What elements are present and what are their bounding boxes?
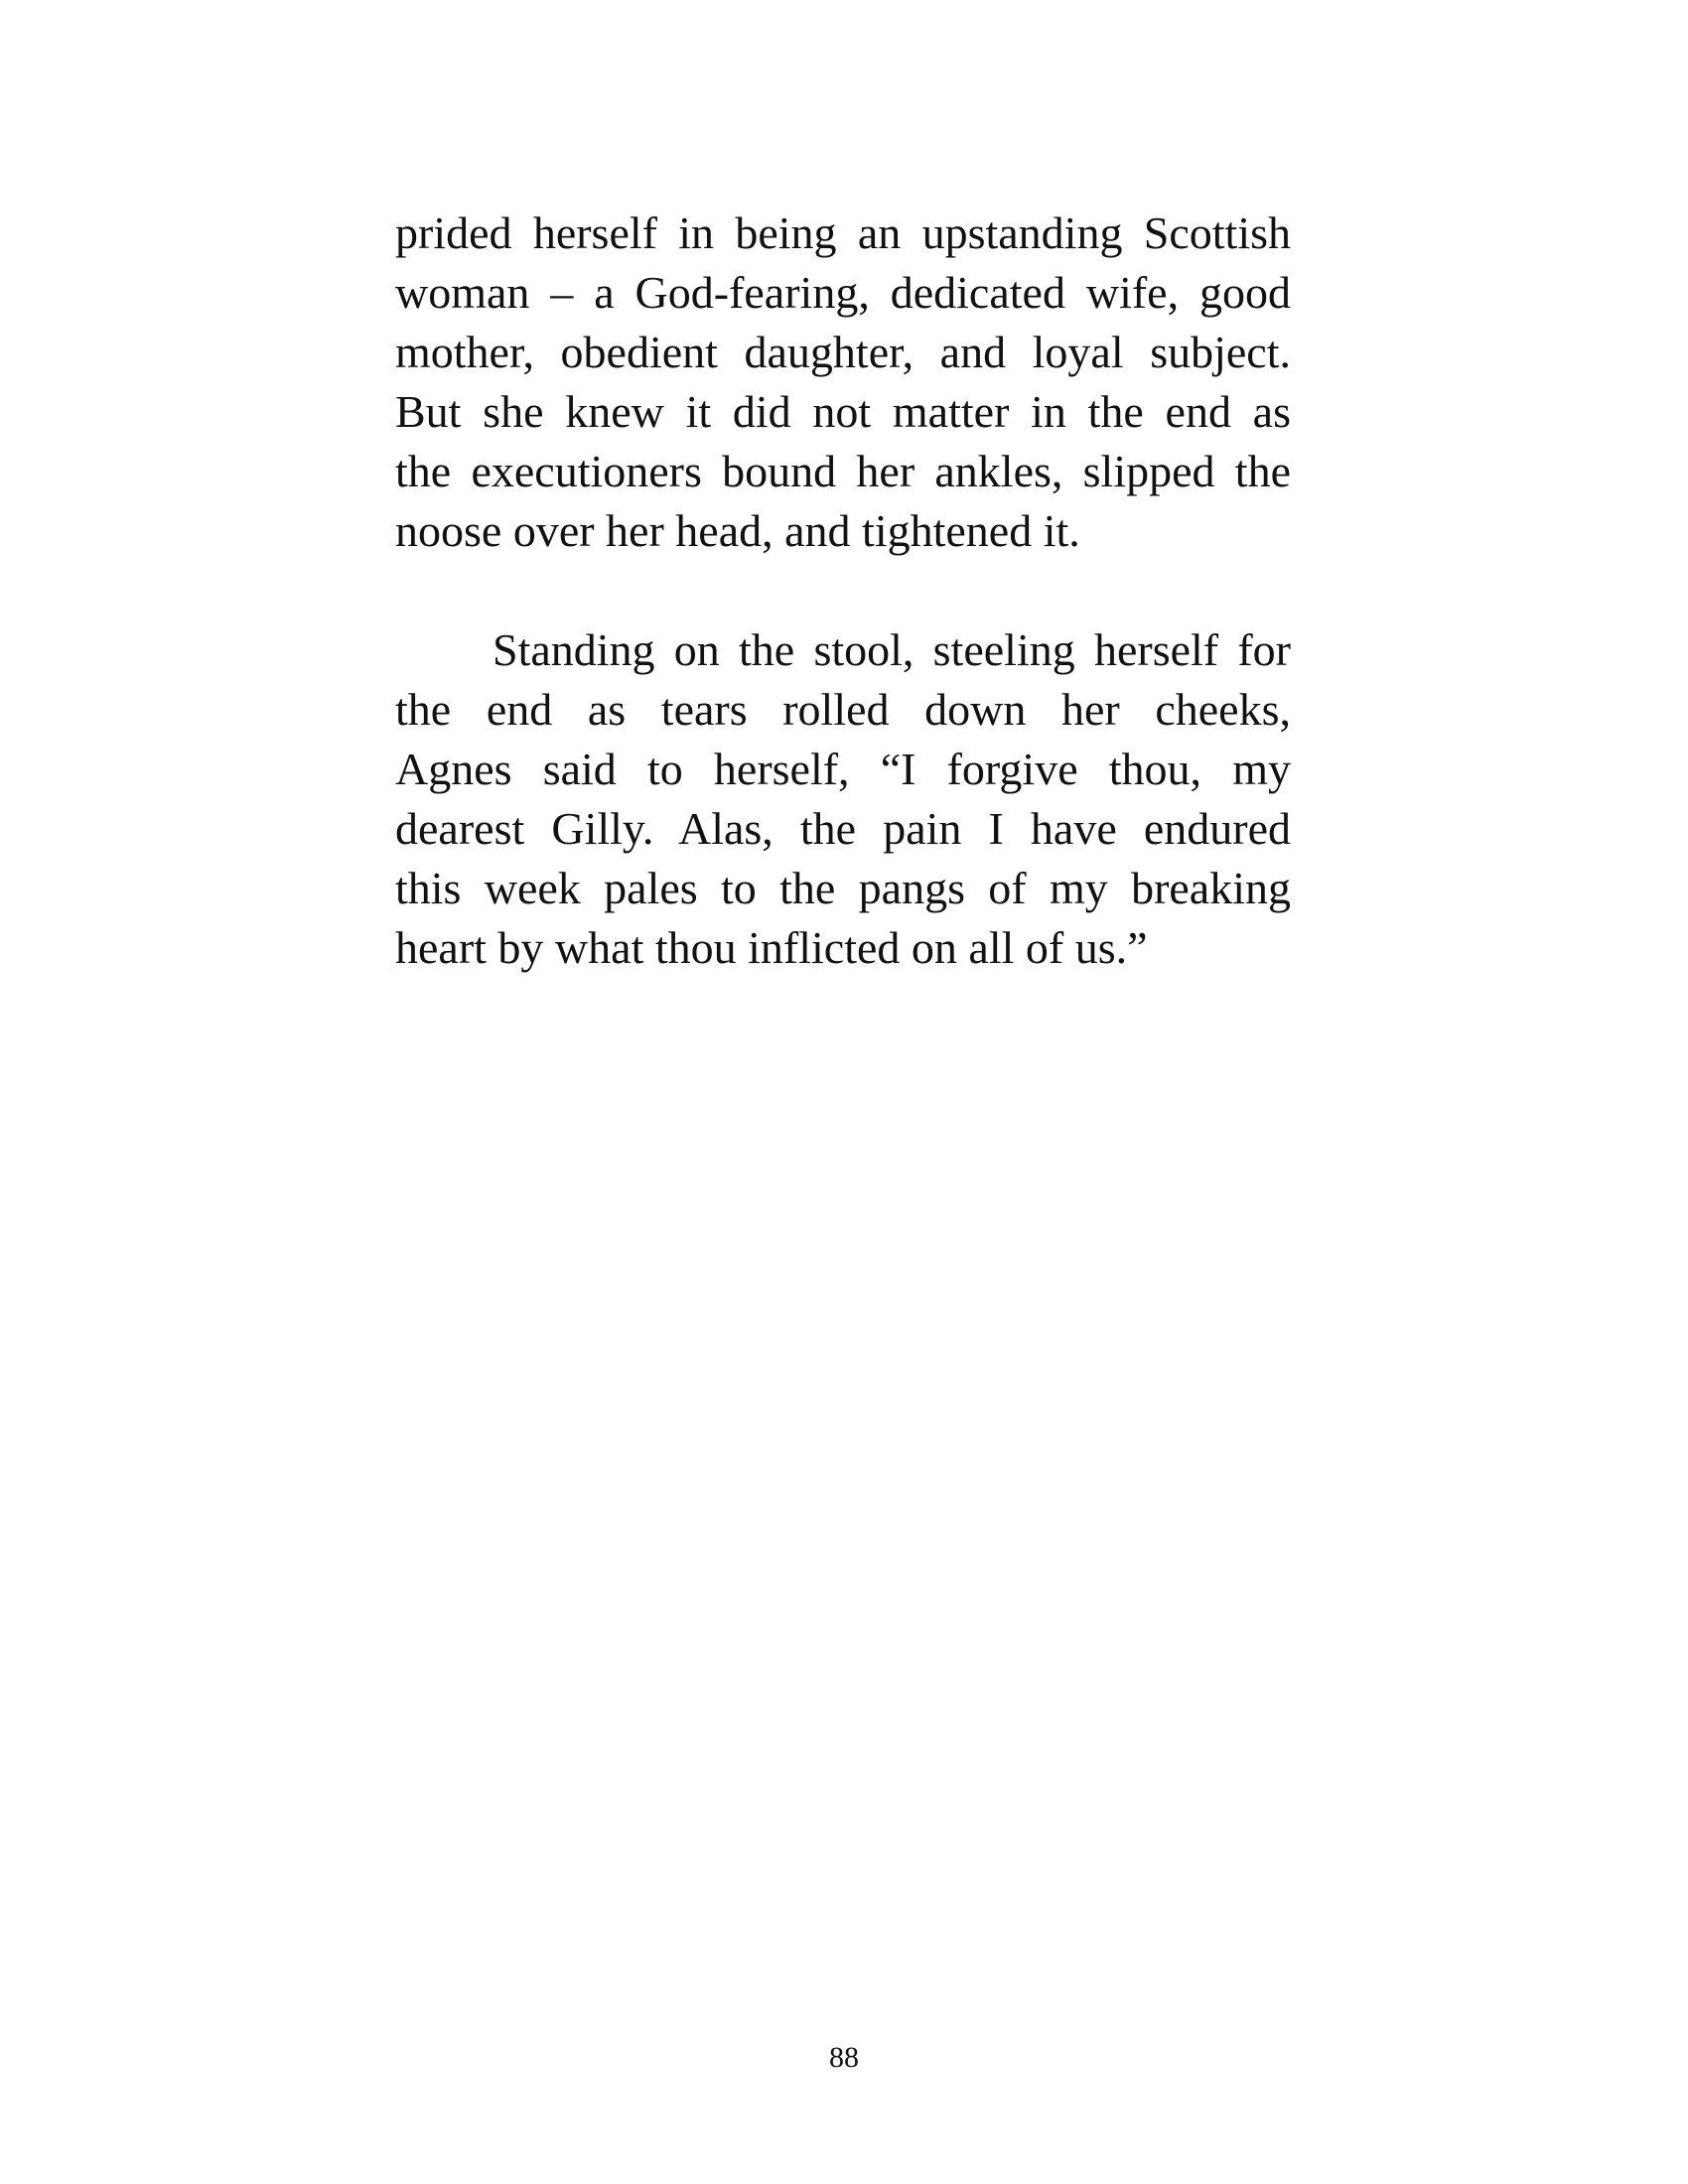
text-line: the end as tears rolled down her cheeks,	[395, 684, 1291, 735]
text-line: heart by what thou inflicted on all of us.”	[395, 922, 1148, 973]
paragraph-2	[395, 620, 1291, 978]
paragraph-spacer	[395, 561, 1291, 620]
text-line: mother, obedient daughter, and loyal subject.	[395, 327, 1291, 377]
text-line: this week pales to the pangs of my breaking	[395, 863, 1291, 913]
text-line: noose over her head, and tightened it.	[395, 505, 1080, 556]
text-line: But she knew it did not matter in the end as	[395, 386, 1291, 437]
paragraph-1	[395, 204, 1291, 561]
body-text	[395, 204, 1291, 978]
text-line: Standing on the stool, steeling herself for	[492, 624, 1291, 675]
text-line: woman – a God-fearing, dedicated wife, good	[395, 267, 1291, 318]
text-line: prided herself in being an upstanding Scottish	[395, 207, 1291, 258]
page-number: 88	[829, 2041, 859, 2074]
text-line: the executioners bound her ankles, slipped the	[395, 446, 1291, 496]
text-line: Agnes said to herself, “I forgive thou, my	[395, 744, 1291, 794]
text-line: dearest Gilly. Alas, the pain I have endured	[395, 803, 1291, 854]
